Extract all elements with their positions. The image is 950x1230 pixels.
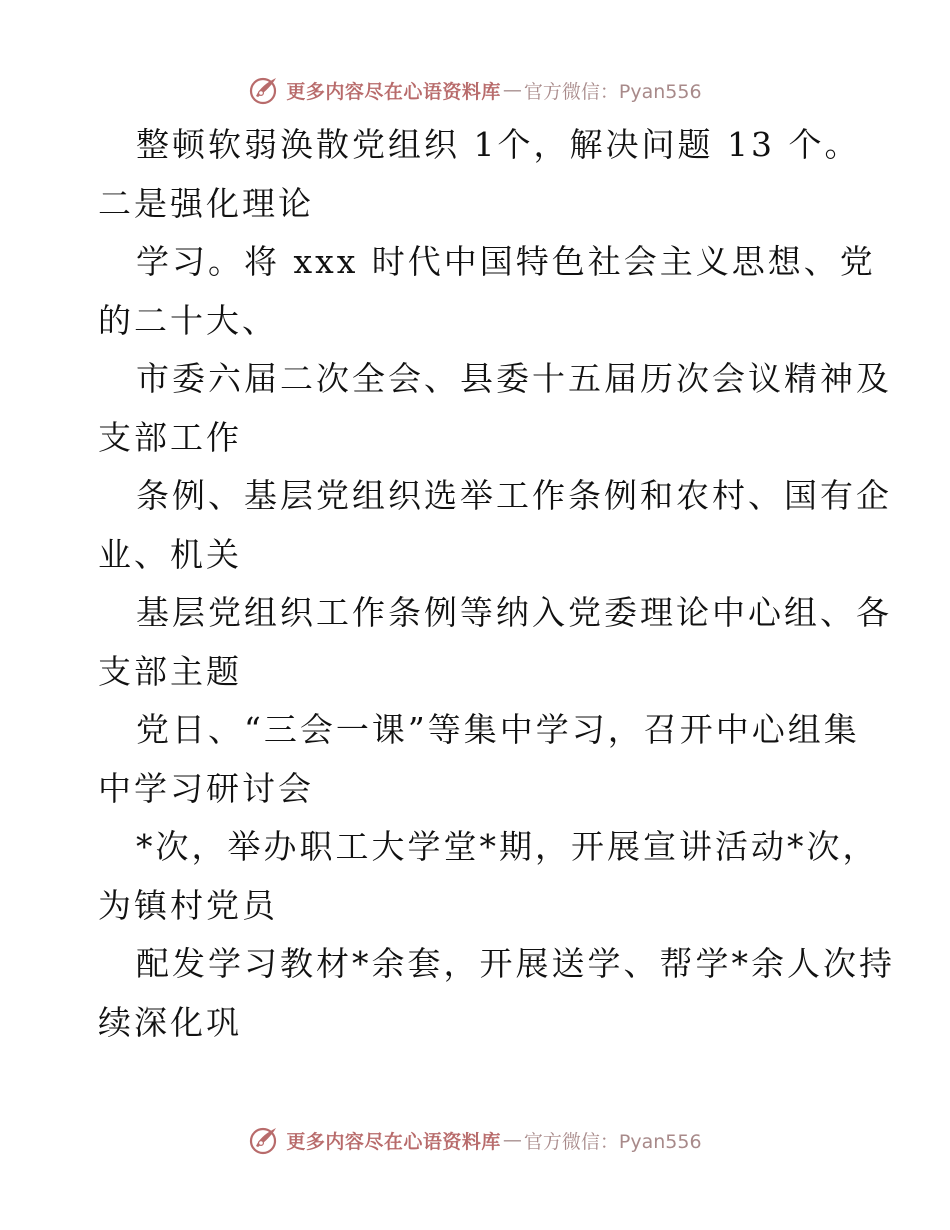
watermark-dash: — [502,1129,522,1151]
quill-logo-icon [248,74,280,106]
watermark-header [0,70,950,110]
text-line: 为镇村党员 [98,885,278,925]
quill-logo-icon [248,1124,280,1156]
text-line: 配发学习教材*余套，开展送学、帮学*余人次持 [136,944,895,983]
watermark-contact-text: 官方微信：Pyan556 [523,80,702,103]
text-line: 续深化巩 [98,1002,242,1042]
text-line: 党日、“三会一课”等集中学习，召开中心组集 [136,710,860,749]
watermark-site-text: 更多内容尽在心语资料库 [286,1130,501,1153]
text-line: 条例、基层党组织选举工作条例和农村、国有企 [136,476,892,515]
text-line: 支部工作 [98,417,242,457]
text-line: 中学习研讨会 [98,768,314,808]
text-line: 基层党组织工作条例等纳入党委理论中心组、各 [136,593,892,632]
text-line: 二是强化理论 [98,183,314,223]
text-line: 业、机关 [98,534,242,574]
text-line: 的二十大、 [98,300,278,340]
watermark-contact-text: 官方微信：Pyan556 [523,1130,702,1153]
watermark-footer [0,1120,950,1160]
text-line: 支部主题 [98,651,242,691]
text-line: 学习。将 xxx 时代中国特色社会主义思想、党 [136,242,876,281]
watermark-dash: — [502,79,522,101]
body-text [98,116,895,1052]
watermark-site-text: 更多内容尽在心语资料库 [286,80,501,103]
text-line: 市委六届二次全会、县委十五届历次会议精神及 [136,359,892,398]
text-line: *次，举办职工大学堂*期，开展宣讲活动*次， [136,827,879,866]
text-line: 整顿软弱涣散党组织 1个，解决问题 13 个。 [136,125,861,164]
